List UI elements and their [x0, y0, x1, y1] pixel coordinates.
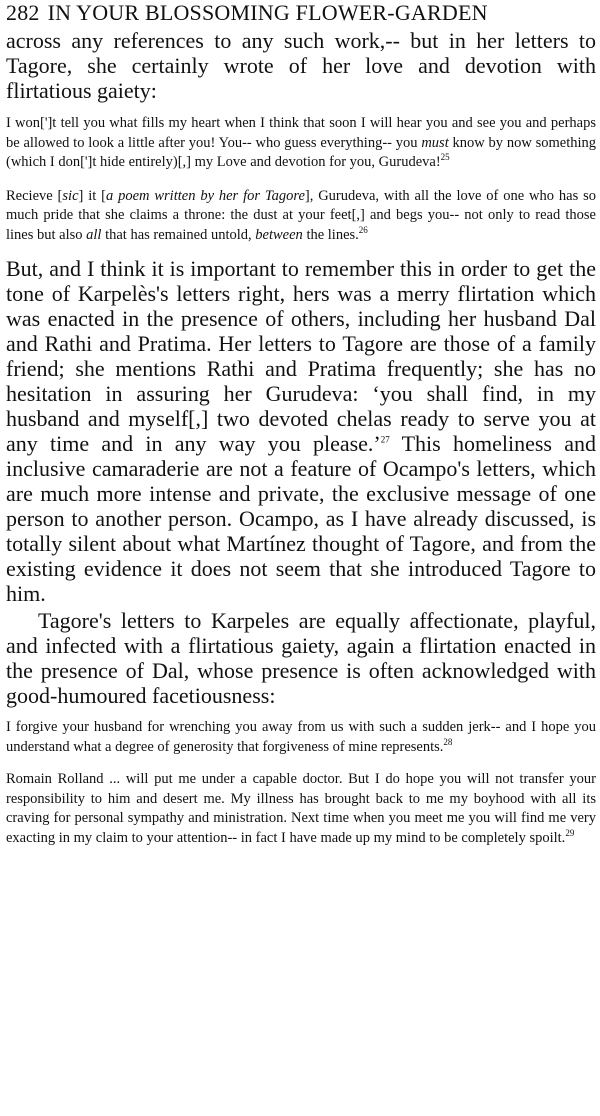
quote1-emphasis: must	[421, 134, 449, 151]
main-paragraph-text-1: But, and I think it is important to remember this in order to get the tone of Karpelès's letters right, hers was a merry flirtation which was enacted in the presence of others, including her husband Dal and Rathi and Pratima. Her letters to Tagore are those of a family friend; she mentions Rathi and Pratima frequently; she has no hesitation in assuring her Gurudeva: ‘you shall find, in my husband and myself[,] two devoted chelas ready to serve you at any time and in any way you please.’	[6, 256, 596, 456]
quote1-text-2: know by now something (which I don[']t hide entirely)[,] my Love and devotion for you, Gurudeva!	[6, 134, 597, 170]
quote4-text: Romain Rolland ... will put me under a capable doctor. But I do hope you will not transfer your responsibility to him and desert me. My illness has brought back to me my boyhood with all its craving for personal sympathy and ministration. Next time when you meet me you will find me very exacting in my claim to your attention-- in fact I have made up my mind to be completely spoilt.	[6, 771, 596, 846]
quote2-text-1: Recieve [	[6, 187, 63, 204]
quote2-text-5: the lines.	[302, 226, 359, 243]
footnote-ref-25: 25	[440, 152, 450, 163]
second-paragraph: Tagore's letters to Karpeles are equally affectionate, playful, and infected with a flirtatious gaiety, again a flirtation enacted in the presence of Dal, whose presence is often acknowledged with good-humoured facetiousness:	[6, 608, 596, 708]
running-title: IN YOUR BLOSSOMING FLOWER-GARDEN	[47, 0, 488, 25]
quote1-text: I won[']t tell you what fills my heart when I think that soon I will hear you and see you and perhaps be allowed to look a little after you! You-- who guess everything-- you	[6, 115, 596, 151]
quote3-text: I forgive your husband for wrenching you away from us with such a sudden jerk-- and I hope you understand what a degree of generosity that forgiveness of mine represents.	[6, 719, 596, 755]
page-number: 282	[6, 0, 40, 25]
quote2-editorial-note: a poem written by her for Tagore	[105, 187, 305, 204]
block-quote-2	[6, 187, 596, 246]
footnote-ref-29: 29	[565, 827, 575, 838]
quote2-text-2: ] it [	[78, 187, 106, 204]
block-quote-3	[6, 718, 596, 757]
book-page	[6, 0, 596, 848]
footnote-ref-26: 26	[358, 224, 368, 235]
quote2-emphasis-between: between	[255, 226, 303, 243]
footnote-ref-27: 27	[380, 434, 390, 445]
running-header	[6, 0, 596, 26]
main-paragraph	[6, 256, 596, 606]
footnote-ref-28: 28	[443, 736, 453, 747]
main-paragraph-text-2: This homeliness and inclusive camaraderie are not a feature of Ocampo's letters, which are much more intense and private, the exclusive message of one person to another person. Ocampo, as I have already discussed, is totally silent about what Martínez thought of Tagore, and from the existing evidence it does not seem that she introduced Tagore to him.	[6, 431, 596, 606]
quote2-sic: sic	[62, 187, 79, 204]
quote2-emphasis-all: all	[86, 226, 102, 243]
intro-paragraph: across any references to any such work,-- but in her letters to Tagore, she certainly wrote of her love and devotion with flirtatious gaiety:	[6, 28, 596, 103]
block-quote-4	[6, 770, 596, 848]
quote2-text-4: that has remained untold,	[101, 226, 256, 243]
quote2-text-3: ], Gurudeva, with all the love of one who has so much pride that she claims a throne: the dust at your feet[,] and begs you-- not only to read those lines but also	[6, 187, 596, 243]
block-quote-1	[6, 114, 596, 173]
